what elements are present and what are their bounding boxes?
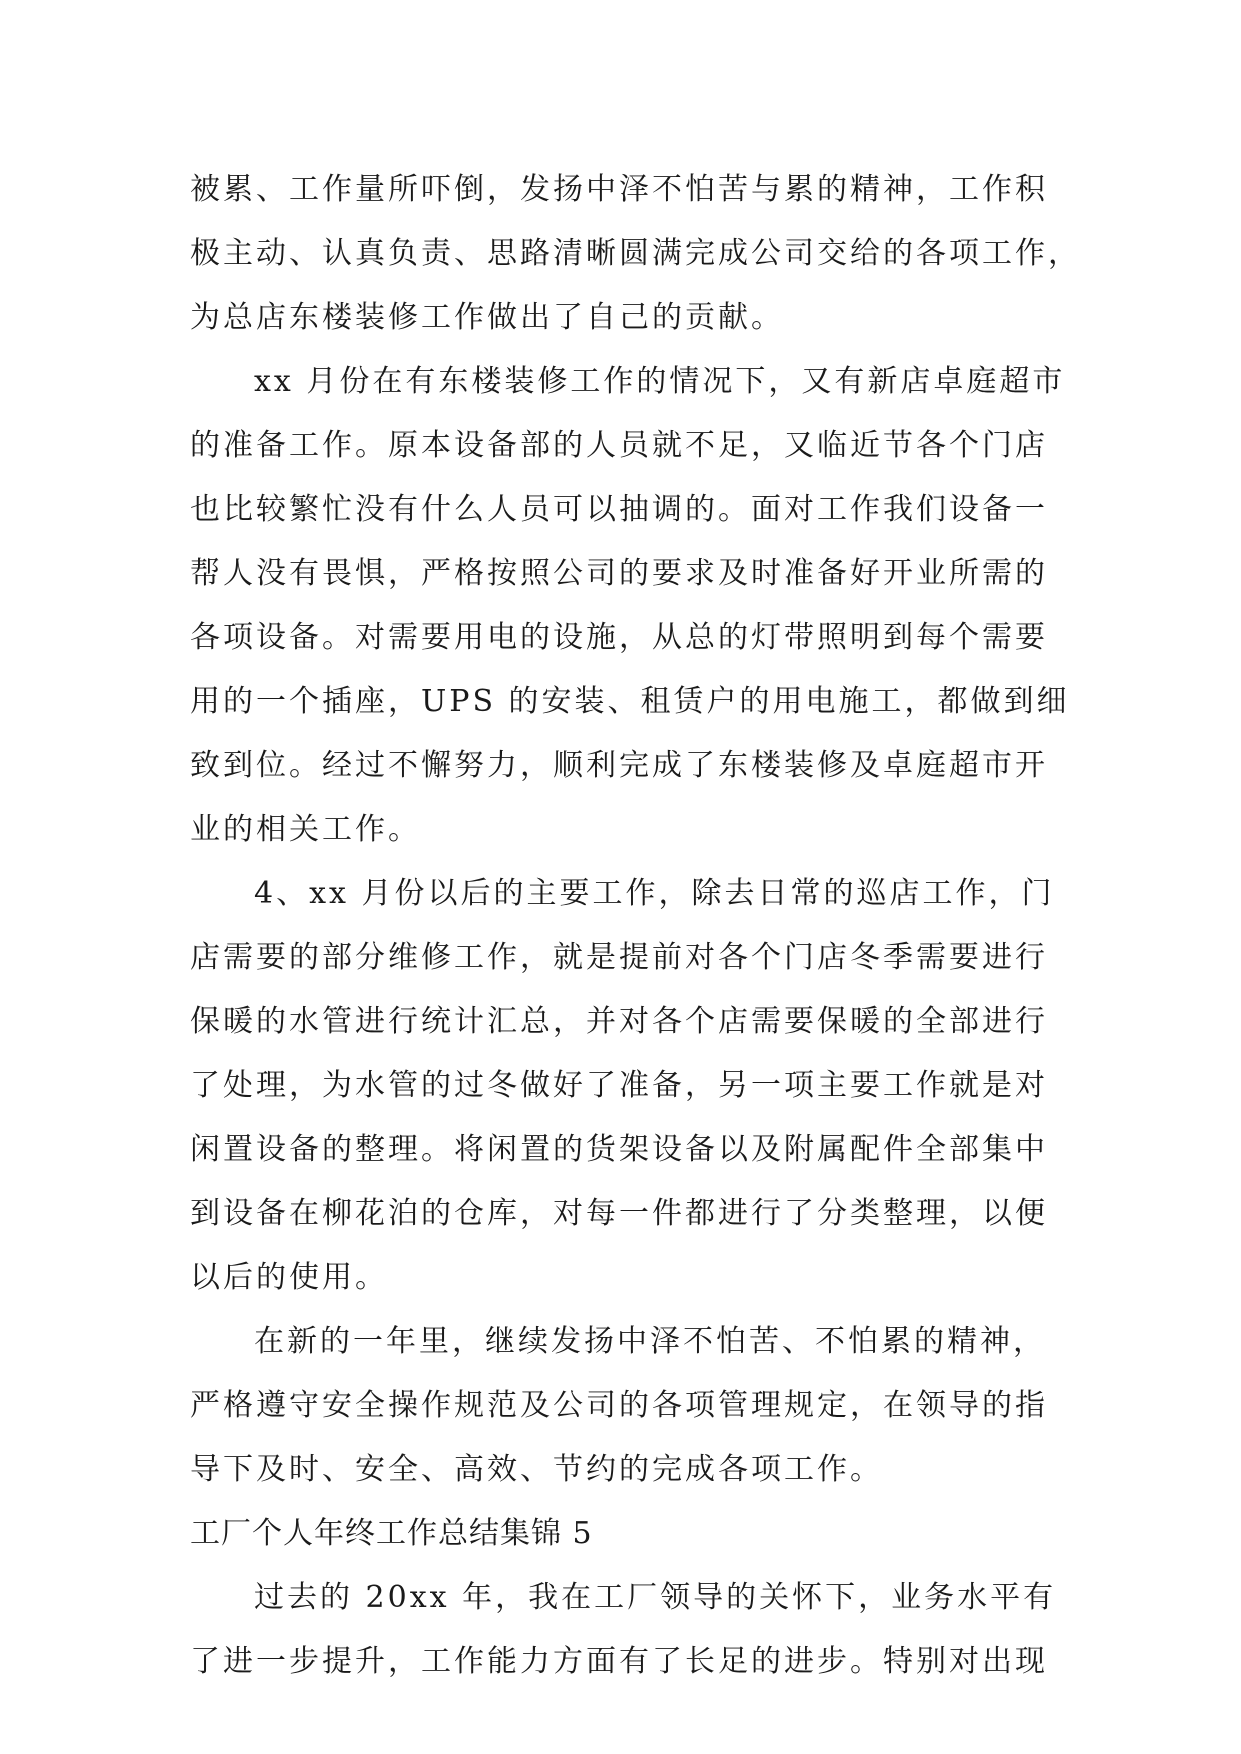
text-line: 以后的使用。 xyxy=(190,1260,388,1295)
text-line: 到设备在柳花泊的仓库，对每一件都进行了分类整理，以便 xyxy=(190,1196,1048,1231)
text-line: 也比较繁忙没有什么人员可以抽调的。面对工作我们设备一 xyxy=(190,492,1048,527)
text-line: 致到位。经过不懈努力，顺利完成了东楼装修及卓庭超市开 xyxy=(190,748,1048,783)
paragraph-2 xyxy=(190,350,1070,862)
document-body xyxy=(190,158,1081,1694)
text-line: 闲置设备的整理。将闲置的货架设备以及附属配件全部集中 xyxy=(190,1132,1048,1167)
text-line: 的准备工作。原本设备部的人员就不足，又临近节各个门店 xyxy=(190,428,1048,463)
text-line: 用的一个插座，UPS 的安装、租赁户的用电施工，都做到细 xyxy=(190,684,1070,719)
text-line: 极主动、认真负责、思路清晰圆满完成公司交给的各项工作， xyxy=(190,236,1081,271)
text-line: 了处理，为水管的过冬做好了准备，另一项主要工作就是对 xyxy=(190,1068,1048,1103)
paragraph-4 xyxy=(190,1310,1050,1502)
text-line: 严格遵守安全操作规范及公司的各项管理规定，在领导的指 xyxy=(190,1388,1048,1423)
text-line: xx 月份在有东楼装修工作的情况下，又有新店卓庭超市 xyxy=(254,364,1066,399)
text-line: 导下及时、安全、高效、节约的完成各项工作。 xyxy=(190,1452,883,1487)
text-line: 在新的一年里，继续发扬中泽不怕苦、不怕累的精神， xyxy=(254,1324,1046,1359)
paragraph-5 xyxy=(190,1566,1057,1694)
paragraph-3 xyxy=(190,862,1055,1310)
text-line: 被累、工作量所吓倒，发扬中泽不怕苦与累的精神，工作积 xyxy=(190,172,1048,207)
text-line: 各项设备。对需要用电的设施，从总的灯带照明到每个需要 xyxy=(190,620,1048,655)
text-line: 过去的 20xx 年，我在工厂领导的关怀下，业务水平有 xyxy=(254,1580,1057,1615)
text-line: 为总店东楼装修工作做出了自己的贡献。 xyxy=(190,300,784,335)
paragraph-1 xyxy=(190,158,1081,350)
section-heading-block xyxy=(190,1502,1050,1566)
text-line: 业的相关工作。 xyxy=(190,812,421,847)
text-line: 保暖的水管进行统计汇总，并对各个店需要保暖的全部进行 xyxy=(190,1004,1048,1039)
text-line: 4、xx 月份以后的主要工作，除去日常的巡店工作，门 xyxy=(254,876,1055,911)
text-line: 帮人没有畏惧，严格按照公司的要求及时准备好开业所需的 xyxy=(190,556,1048,591)
text-line: 店需要的部分维修工作，就是提前对各个门店冬季需要进行 xyxy=(190,940,1048,975)
section-heading: 工厂个人年终工作总结集锦 5 xyxy=(190,1516,593,1551)
text-line: 了进一步提升，工作能力方面有了长足的进步。特别对出现 xyxy=(190,1644,1048,1679)
